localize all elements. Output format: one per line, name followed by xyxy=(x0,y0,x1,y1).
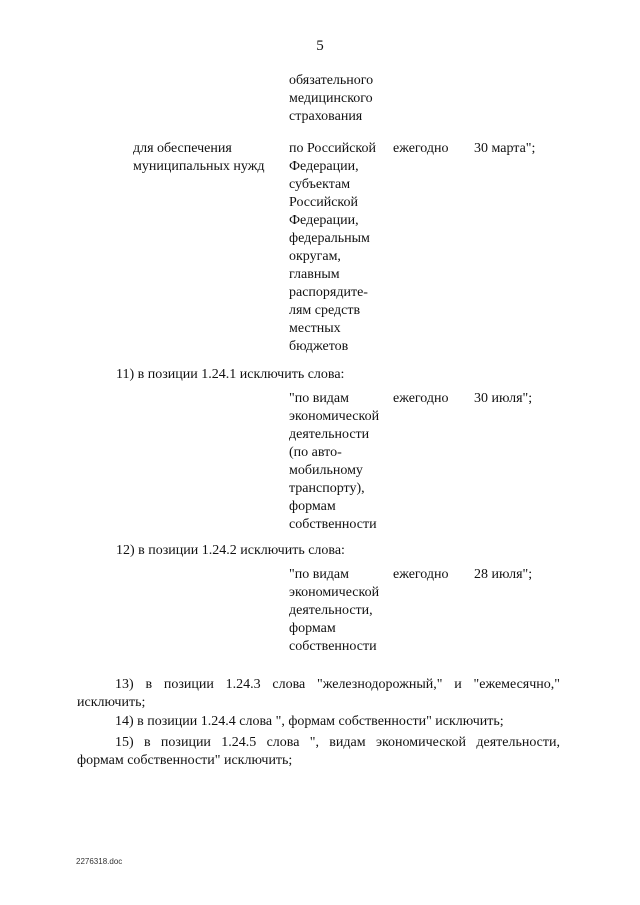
cell-line: формам xyxy=(289,499,336,514)
cell-line: обязательного xyxy=(289,73,374,88)
cell-line: транспорту), xyxy=(289,481,365,496)
cell-line: главным xyxy=(289,267,340,282)
cell-line: экономической xyxy=(289,585,380,600)
cell-line: мобильному xyxy=(289,463,363,478)
cell-line: "по видам xyxy=(289,391,350,406)
item-15-paragraph xyxy=(77,734,560,770)
periodicity-cell: ежегодно xyxy=(393,567,449,582)
breakdown-cell xyxy=(289,566,389,656)
breakdown-cell xyxy=(289,390,389,534)
cell-line: муниципальных нужд xyxy=(133,159,265,174)
cell-line: деятельности xyxy=(289,427,370,442)
item-14-paragraph: 14) в позиции 1.24.4 слова ", формам собственности" исключить; xyxy=(115,714,504,729)
cell-line: округам, xyxy=(289,249,341,264)
cell-line: федеральным xyxy=(289,231,370,246)
cell-line: Российской xyxy=(289,195,358,210)
paragraph-line: исключить; xyxy=(77,695,146,710)
deadline-cell: 30 марта"; xyxy=(474,141,536,156)
cell-line: субъектам xyxy=(289,177,351,192)
cell-line: Федерации, xyxy=(289,159,359,174)
cell-line: собственности xyxy=(289,639,377,654)
deadline-cell: 30 июля"; xyxy=(474,391,533,406)
purpose-cell xyxy=(133,140,283,176)
paragraph-line: формам собственности" исключить; xyxy=(77,753,293,768)
cell-line: собственности xyxy=(289,517,377,532)
top-fragment-indicator-cell xyxy=(289,72,389,126)
periodicity-cell: ежегодно xyxy=(393,141,449,156)
cell-line: формам xyxy=(289,621,336,636)
item-13-paragraph xyxy=(77,676,560,712)
cell-line: Федерации, xyxy=(289,213,359,228)
periodicity-cell: ежегодно xyxy=(393,391,449,406)
cell-line: лям средств xyxy=(289,303,361,318)
cell-line: деятельности, xyxy=(289,603,373,618)
item-11-heading: 11) в позиции 1.24.1 исключить слова: xyxy=(116,367,345,382)
cell-line: (по авто- xyxy=(289,445,342,460)
item-12-heading: 12) в позиции 1.24.2 исключить слова: xyxy=(116,543,345,558)
cell-line: страхования xyxy=(289,109,363,124)
cell-line: местных xyxy=(289,321,341,336)
page-number: 5 xyxy=(316,38,324,54)
cell-line: для обеспечения xyxy=(133,141,232,156)
deadline-cell: 28 июля"; xyxy=(474,567,533,582)
cell-line: бюджетов xyxy=(289,339,349,354)
cell-line: экономической xyxy=(289,409,380,424)
cell-line: распорядите- xyxy=(289,285,368,300)
paragraph-line: 13) в позиции 1.24.3 слова "железнодорожный," и "ежемесячно," xyxy=(115,677,560,692)
breakdown-cell xyxy=(289,140,389,356)
cell-line: медицинского xyxy=(289,91,373,106)
cell-line: по Российской xyxy=(289,141,376,156)
footer-filename: 2276318.doc xyxy=(76,857,123,866)
paragraph-line: 15) в позиции 1.24.5 слова ", видам экономической деятельности, xyxy=(115,735,560,750)
cell-line: "по видам xyxy=(289,567,350,582)
